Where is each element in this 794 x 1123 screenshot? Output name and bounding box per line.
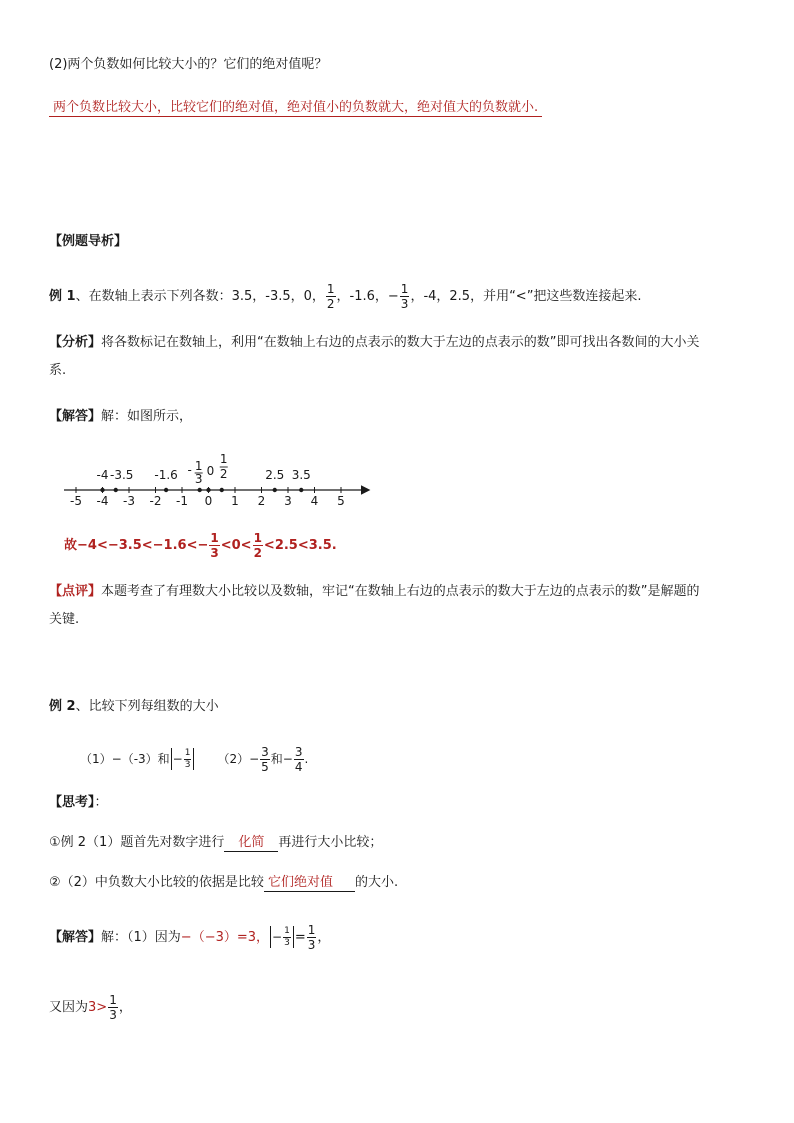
number-line-point-labels	[97, 452, 311, 486]
conclusion-a: 故−4<−3.5<−1.6<−	[64, 537, 209, 553]
tick-label: -3	[123, 494, 135, 508]
number-line-point	[100, 488, 104, 492]
number-line-point	[164, 488, 168, 492]
answer-1-heading: 【解答】解：如图所示，	[49, 409, 193, 424]
fraction-den: 2	[219, 467, 228, 481]
number-line-point	[206, 488, 210, 492]
analysis-line-1: 【分析】将各数标记在数轴上，利用“在数轴上右边的点表示的数大于左边的点表示的数”即可找出各数间的大小关	[49, 335, 700, 350]
think-heading: 【思考】：	[49, 795, 108, 810]
number-line-point	[114, 488, 118, 492]
examples-heading: 【例题导析】	[49, 234, 128, 249]
think-1-blank: 化简	[224, 836, 278, 852]
part1-abs-fraction: $\frac{1}{3}$	[184, 747, 191, 770]
point-label: -3.5	[110, 468, 134, 482]
answer2-abs-fraction: $\frac{1}{3}$	[284, 925, 290, 948]
part2-fraction-3-5: $\frac{3}{5}$	[261, 744, 269, 774]
analysis-tag: 【分析】	[49, 335, 102, 350]
part2-fraction-3-4: $\frac{3}{4}$	[294, 744, 303, 774]
think-1: ①例 2（1）题首先对数字进行 化简 再进行大小比较；	[49, 835, 383, 850]
number-line-point	[220, 488, 224, 492]
comment-line-2: 关键.	[49, 612, 80, 627]
tick-label: 5	[337, 494, 345, 508]
abs-bar-left	[171, 748, 172, 770]
fraction-num: 1	[219, 452, 228, 466]
also-because-line: 又因为 3> $\frac{1}{3}$ ，	[49, 992, 132, 1022]
example2-parts: （1）−（-3）和 − $\frac{1}{3}$ （2）− $\frac{3}{5}$ 和− $\frac{3}{4}$ .	[80, 744, 309, 774]
answer-2-line: 【解答】 解：（1）因为 −（−3）=3， − $\frac{1}{3}$ = $\frac{1}{3}$ ，	[49, 922, 331, 952]
tick-label: -4	[96, 494, 109, 508]
answer-tag: 【解答】	[49, 409, 102, 424]
tick-label: -2	[149, 494, 162, 508]
number-line-point	[299, 488, 303, 492]
point-label: -1.6	[154, 468, 178, 482]
think-2-blank: 它们绝对值	[264, 876, 355, 892]
tick-label: -1	[176, 494, 188, 508]
conclusion-c: <2.5<3.5.	[263, 537, 337, 553]
tick-label: 4	[310, 494, 319, 508]
fraction-one-third: $\frac{1}{3}$	[400, 281, 409, 311]
abs-bar-right	[193, 748, 194, 770]
answer-2	[49, 101, 542, 117]
tick-label: 0	[204, 494, 213, 508]
answer2-result-fraction: $\frac{1}{3}$	[307, 922, 316, 952]
example1-text-b: ，-1.6，−	[336, 288, 399, 304]
zero-label: 0	[206, 464, 215, 478]
tick-label: 3	[284, 494, 292, 508]
point-label: -4	[96, 468, 109, 482]
example1-text-a: 、在数轴上表示下列各数：3.5，-3.5，0，	[75, 288, 325, 304]
example1-label: 例 1	[49, 288, 76, 304]
fraction-den: 3	[194, 472, 203, 486]
fraction-num: 1	[194, 459, 203, 473]
answer2-calc: −（−3）=3，	[180, 929, 270, 945]
tick-label: -5	[70, 494, 82, 508]
minus-sign: -	[187, 463, 192, 477]
point-label: 2.5	[265, 468, 285, 482]
example2-statement: 例 2、比较下列每组数的大小	[49, 699, 219, 714]
analysis-line-2: 系.	[49, 363, 67, 378]
think-tag: 【思考】	[49, 795, 95, 810]
number-line-point	[273, 488, 277, 492]
question-2: (2)两个负数如何比较大小的？它们的绝对值呢？	[49, 57, 328, 72]
example1-text-c: ，-4，2.5，并用“<”把这些数连接起来.	[410, 288, 642, 304]
example2-label: 例 2	[49, 699, 76, 714]
part2-text: （2）−	[217, 752, 260, 766]
point-label: 3.5	[291, 468, 311, 482]
comment-line-1: 【点评】本题考查了有理数大小比较以及数轴，牢记“在数轴上右边的点表示的数大于左边的点表示的数”是解题的	[49, 584, 700, 599]
answer-2-text: 两个负数比较大小，比较它们的绝对值，绝对值小的负数就大，绝对值大的负数就小.	[49, 101, 542, 117]
conclusion-fraction-half: $\frac{1}{2}$	[253, 530, 262, 560]
conclusion-b: <0<	[220, 537, 252, 553]
number-line-point	[197, 488, 201, 492]
tick-label: 2	[257, 494, 266, 508]
comment-tag: 【点评】	[49, 584, 102, 599]
also-fraction: $\frac{1}{3}$	[109, 992, 117, 1022]
part1-text: （1）−（-3）和	[80, 752, 170, 766]
number-line	[60, 448, 380, 512]
tick-label: 1	[231, 494, 239, 508]
conclusion-fraction-third: $\frac{1}{3}$	[210, 530, 219, 560]
think-2: ②（2）中负数大小比较的依据是比较 它们绝对值 的大小.	[49, 875, 399, 890]
fraction-one-half: $\frac{1}{2}$	[326, 281, 335, 311]
example1-statement	[49, 282, 642, 310]
conclusion	[64, 530, 337, 560]
answer2-tag: 【解答】	[49, 929, 102, 945]
